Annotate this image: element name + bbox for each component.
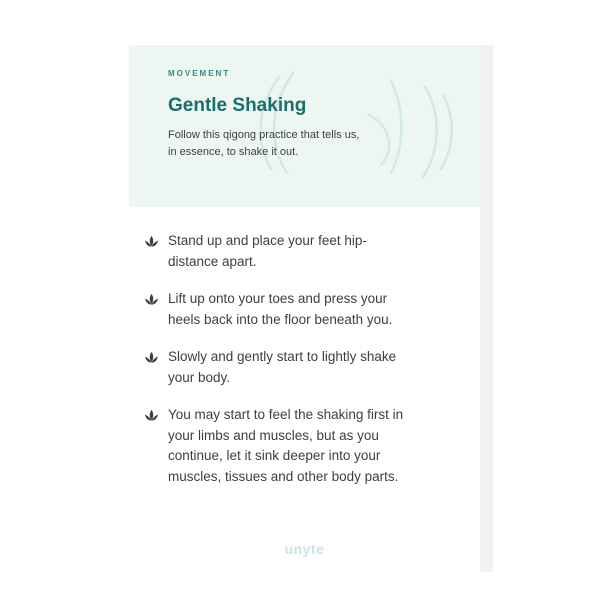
- category-label: MOVEMENT: [168, 69, 231, 78]
- step-text-line: Stand up and place your feet hip-: [168, 233, 367, 248]
- lotus-icon: [144, 235, 159, 248]
- step-text-line: heels back into the floor beneath you.: [168, 311, 393, 327]
- practice-card: [129, 45, 480, 572]
- step-text-line: your body.: [168, 369, 231, 385]
- subtitle-line: Follow this qigong practice that tells us,: [168, 129, 360, 141]
- step-text-line: Slowly and gently start to lightly shake: [168, 349, 397, 364]
- lotus-icon: [144, 293, 159, 306]
- card-edge-shadow: [480, 45, 493, 572]
- step-item: [142, 231, 462, 272]
- step-text-line: muscles, tissues and other body parts.: [168, 468, 399, 484]
- step-text-line: You may start to feel the shaking first in: [168, 407, 404, 422]
- step-text-line: your limbs and muscles, but as you: [168, 427, 379, 443]
- step-text-line: Lift up onto your toes and press your: [168, 291, 388, 306]
- subtitle-line: in essence, to shake it out.: [168, 146, 299, 158]
- step-item: [142, 347, 462, 388]
- steps-list: [142, 231, 462, 504]
- step-item: [142, 405, 462, 487]
- card-subtitle: [168, 127, 418, 161]
- lotus-icon: [144, 351, 159, 364]
- step-text-line: distance apart.: [168, 253, 257, 269]
- card-header: [129, 45, 480, 207]
- lotus-icon: [144, 409, 159, 422]
- step-text-line: continue, let it sink deeper into your: [168, 448, 381, 463]
- unyte-logo: unyte: [284, 541, 325, 557]
- step-item: [142, 289, 462, 330]
- card-title: Gentle Shaking: [168, 95, 307, 116]
